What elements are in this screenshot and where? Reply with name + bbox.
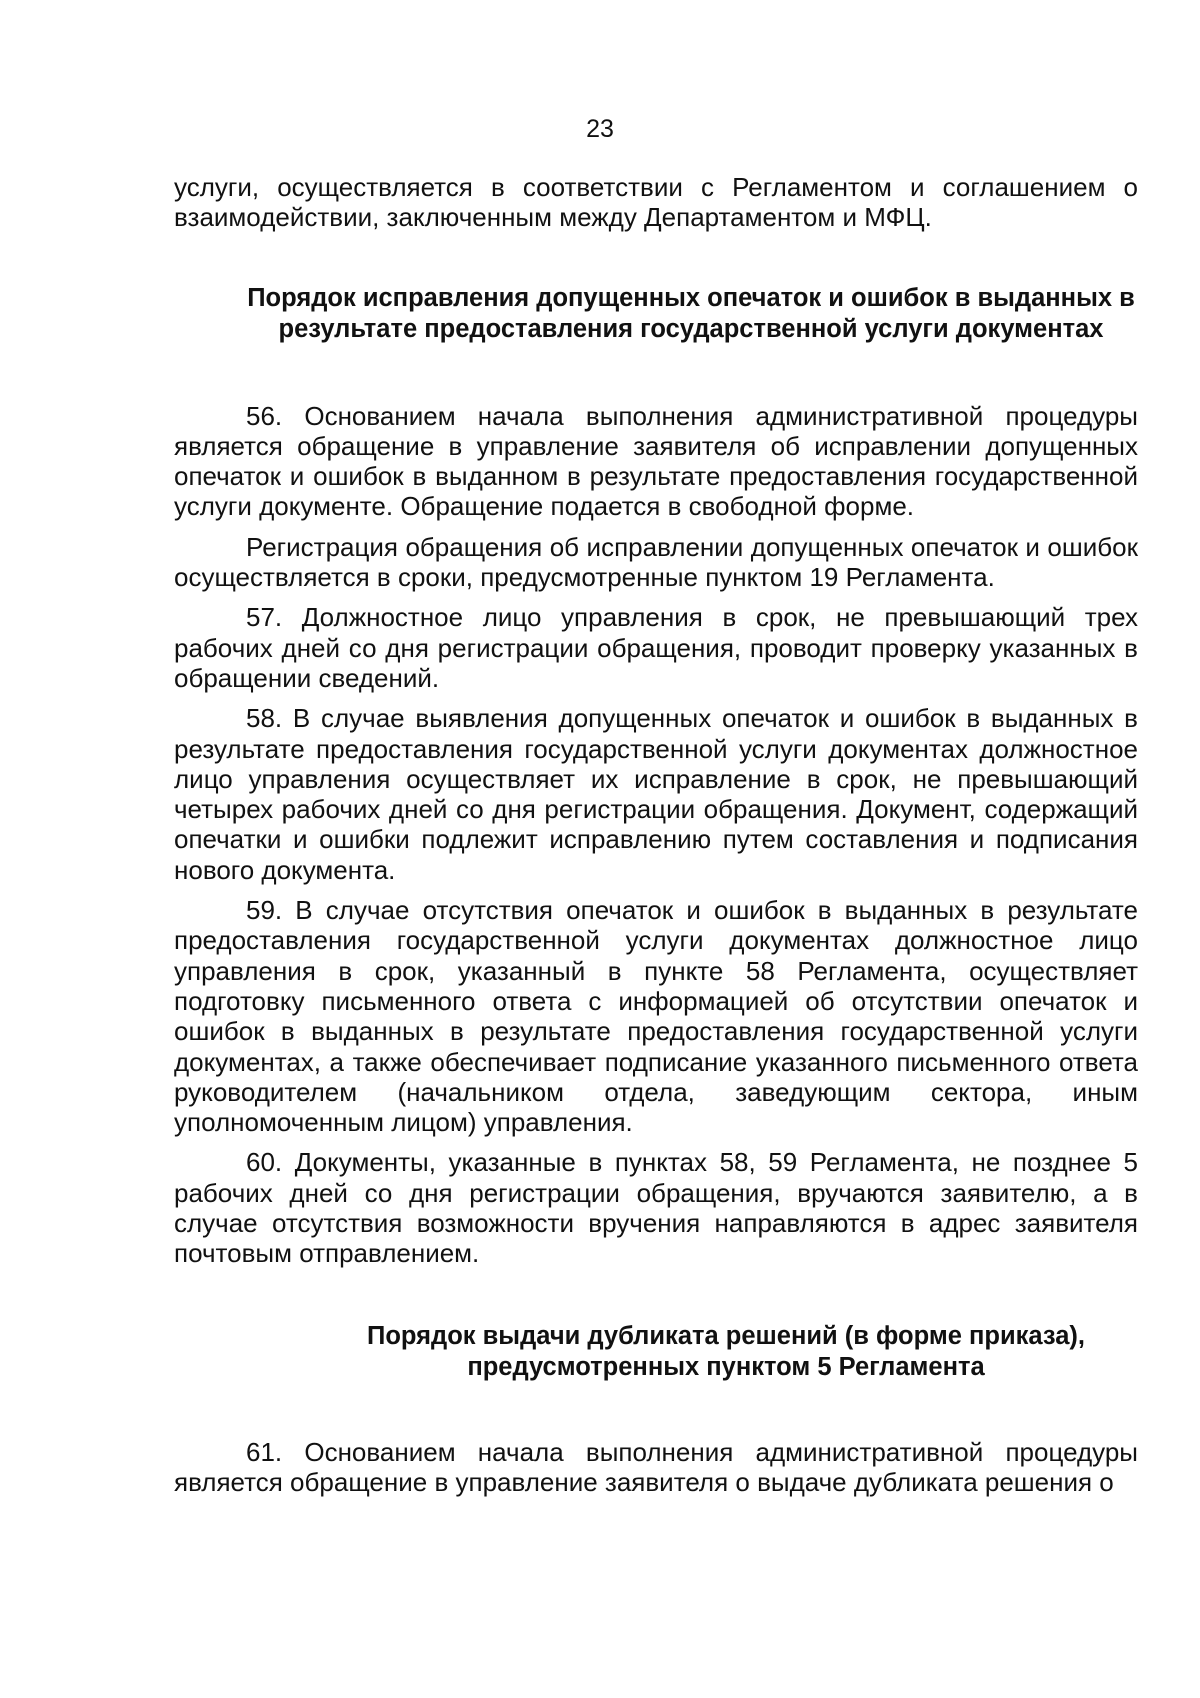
paragraph-57: 57. Должностное лицо управления в срок, не превышающий трех рабочих дней со дня регистрации обращения, проводит проверку указанных в обращении сведений.	[174, 602, 1138, 693]
section-heading-corrections: Порядок исправления допущенных опечаток и ошибок в выданных в результате предоставления государственной услуги документах	[247, 283, 1135, 343]
paragraph-registration: Регистрация обращения об исправлении допущенных опечаток и ошибок осуществляется в сроки, предусмотренные пунктом 19 Регламента.	[174, 531, 1138, 593]
paragraph-56: 56. Основанием начала выполнения административной процедуры является обращение в управление заявителя об исправлении допущенных опечаток и ошибок в выданном в результате предоставления государственной услуги документе. Обращение подается в свободной форме.	[174, 400, 1138, 522]
section-heading-duplicate: Порядок выдачи дубликата решений (в форме приказа), предусмотренных пунктом 5 Регламента	[367, 1321, 1085, 1381]
paragraph-60: 60. Документы, указанные в пунктах 58, 59 Регламента, не позднее 5 рабочих дней со дня регистрации обращения, вручаются заявителю, а в случае отсутствия возможности вручения направляются в адрес заявителя почтовым отправлением.	[174, 1147, 1138, 1269]
paragraph-59: 59. В случае отсутствия опечаток и ошибок в выданных в результате предоставления государственной услуги документах должностное лицо управления в срок, указанный в пункте 58 Регламента, осуществляет подготовку письменного ответа с информацией об отсутствии опечаток и ошибок в выданных в результате предоставления государственной услуги документах, а также обеспечивает подписание указанного письменного ответа руководителем (начальником отдела, заведующим сектора, иным уполномоченным лицом) управления.	[174, 895, 1138, 1138]
paragraph-58: 58. В случае выявления допущенных опечаток и ошибок в выданных в результате предоставления государственной услуги документах должностное лицо управления осуществляет их исправление в срок, не превышающий четырех рабочих дней со дня регистрации обращения. Документ, содержащий опечатки и ошибки подлежит исправлению путем составления и подписания нового документа.	[174, 703, 1138, 885]
intro-paragraph: услуги, осуществляется в соответствии с Регламентом и соглашением о взаимодействии, заключенным между Департаментом и МФЦ.	[174, 172, 1138, 233]
paragraph-61: 61. Основанием начала выполнения административной процедуры является обращение в управление заявителя о выдаче дубликата решения о	[174, 1436, 1138, 1497]
document-body	[174, 172, 1138, 1507]
page-number: 23	[586, 115, 614, 143]
